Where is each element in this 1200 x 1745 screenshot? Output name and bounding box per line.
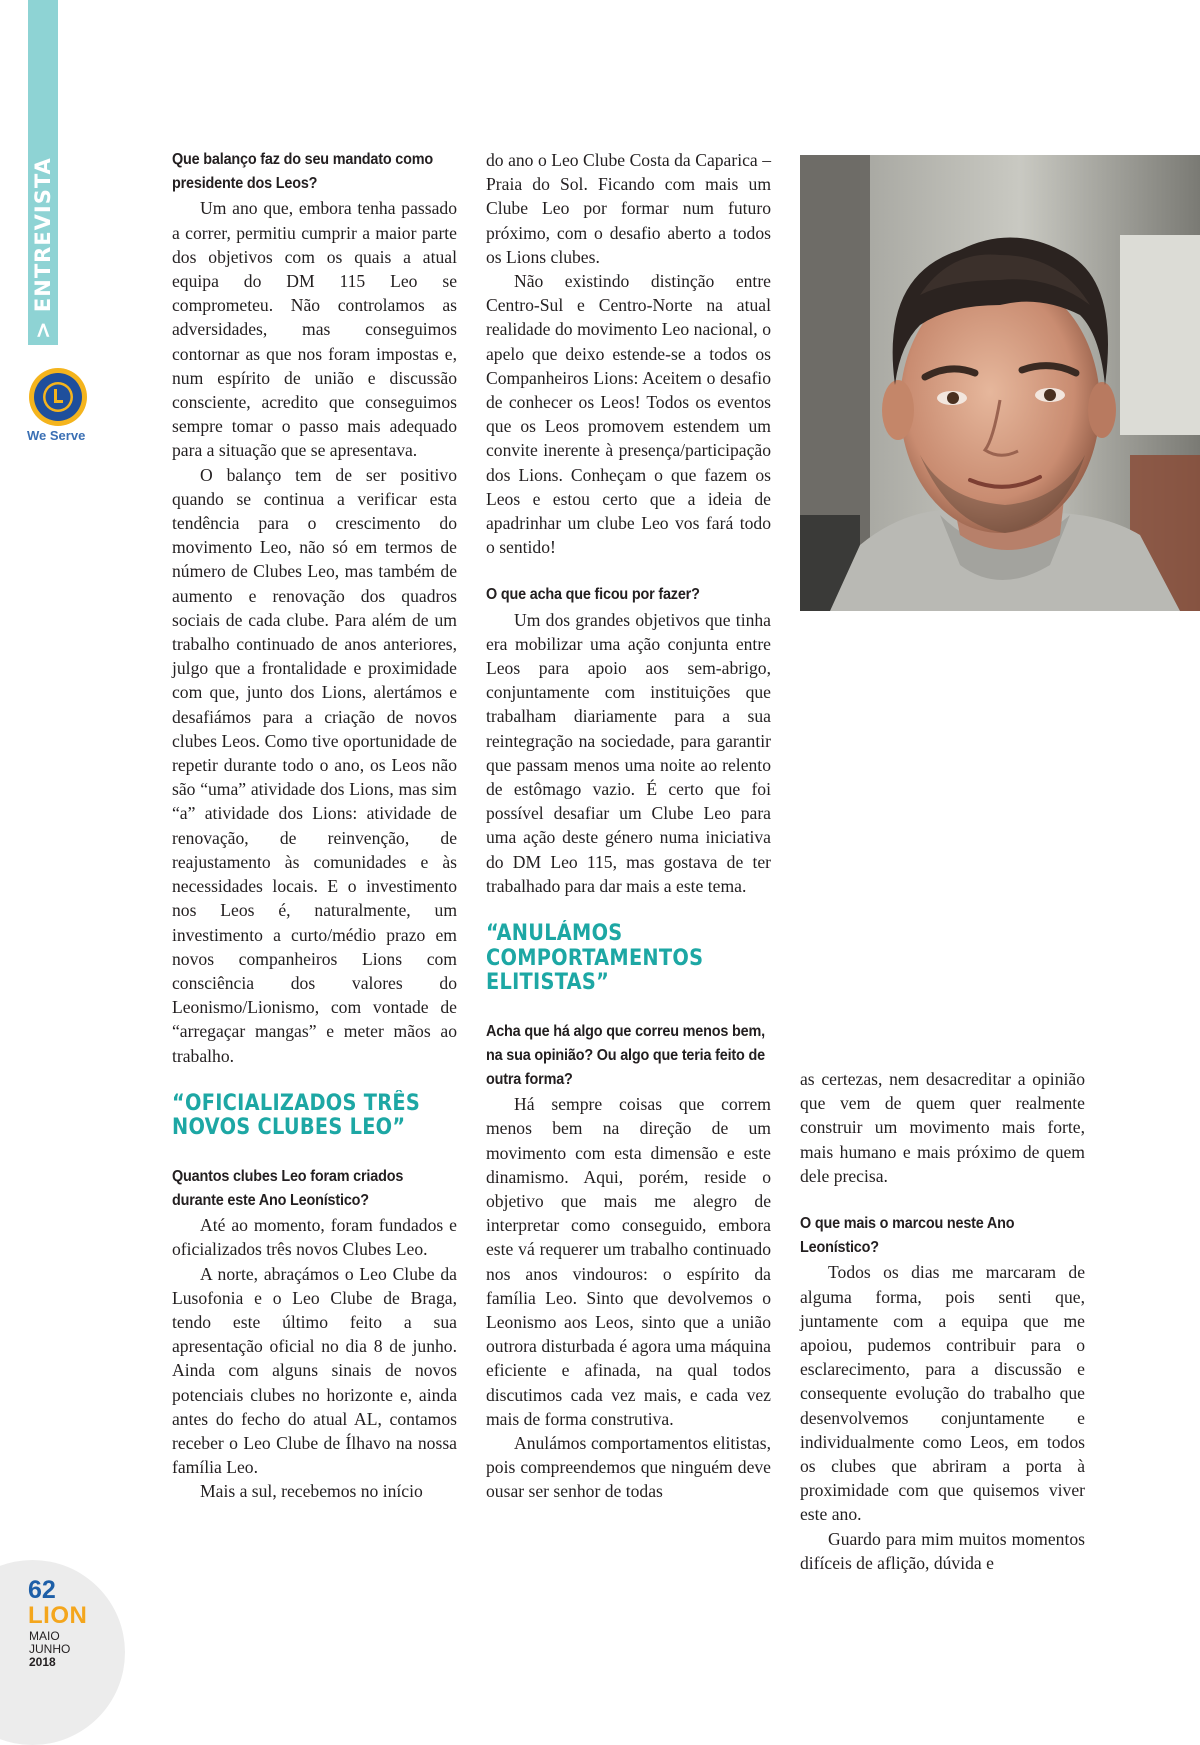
- spacer: [486, 898, 771, 922]
- interview-question: O que mais o marcou neste Ano Leonístico?: [800, 1215, 1015, 1257]
- answer-paragraph: do ano o Leo Clube Costa da Caparica – Praia do Sol. Ficando com mais um Clube Leo por formar num futuro próximo, com o desafio aberto a todos os Lions clubes.: [486, 150, 771, 267]
- spacer: [800, 1188, 1085, 1212]
- answer-paragraph: Anulámos comportamentos elitistas, pois compreendemos que ninguém deve ousar ser senhor de todas: [486, 1433, 771, 1502]
- text-column-1: [172, 148, 457, 1504]
- page-number: 62: [28, 1576, 56, 1604]
- portrait-illustration: [800, 155, 1200, 611]
- issue-month-1: MAIO: [29, 1629, 60, 1643]
- answer-paragraph: as certezas, nem desacreditar a opinião que vem de quem quer realmente construir um movimento mais forte, mais humano e mais próximo de quem dele precisa.: [800, 1069, 1085, 1186]
- answer-paragraph: Mais a sul, recebemos no início: [200, 1481, 423, 1502]
- pull-quote-heading: “ANULÁMOS COMPORTAMENTOS ELITISTAS”: [486, 921, 704, 996]
- text-column-3: [800, 1067, 1085, 1575]
- interview-question: Que balanço faz do seu mandato como presidente dos Leos?: [172, 151, 434, 193]
- answer-paragraph: O balanço tem de ser positivo quando se continua a verificar esta tendência para o crescimento do movimento Leo, não só em termos de número de Clubes Leo, mas também de aumento e renovação dos quadros sociais de cada clube. Para além de um trabalho continuado de anos anteriores, julgo que a frontalidade e proximidade com que, junto dos Lions, alertámos e desafiámos para a criação de novos clubes Leos. Como tive oportunidade de repetir durante todo o ano, os Leos não são “uma” atividade dos Lions, mas sim “a” atividade dos Lions: atividade de renovação, de reinvenção, de reajustamento às comunidades e às necessidades locais. E o investimento nos Leos é, naturalmente, um investimento a curto/médio prazo em novos companheiros Lions com consciência dos valores do Leonismo/Lionismo, com vontade de “arregaçar mangas” e meter mãos ao trabalho.: [172, 464, 457, 1066]
- lions-logo-icon: [27, 366, 89, 428]
- interview-question: Acha que há algo que correu menos bem, na sua opinião? Ou algo que teria feito de outra forma?: [486, 1022, 765, 1088]
- magazine-name: LION: [28, 1602, 88, 1629]
- spacer: [486, 996, 771, 1020]
- answer-paragraph: Guardo para mim muitos momentos difíceis de aflição, dúvida e: [800, 1528, 1085, 1573]
- section-label: [28, 309, 58, 345]
- portrait-photo: [800, 155, 1200, 611]
- issue-date: [29, 1630, 70, 1669]
- answer-paragraph: Há sempre coisas que correm menos bem na direção de um movimento com esta dimensão e este dinamismo. Aqui, porém, reside o objetivo que mais me alegro de interpretar como conseguido, embora este vá requerer um trabalho continuado nos anos vindouros: o espírito da família Leo. Sinto que devolvemos o Leonismo aos Leos, sinto que a união outrora disturbada é agora uma máquina eficiente e afinada, na qual todos discutimos cada vez mais, e cada vez mais de forma construtiva.: [486, 1094, 771, 1429]
- answer-paragraph: Um ano que, embora tenha passado a correr, permitiu cumprir a maior parte dos objetivos com os quais a atual equipa do DM 115 Leo se comprometeu. Não controlamos as adversidades, mas conseguimos contornar as que nos foram impostas e, num espírito de união e discussão consciente, acredito que conseguimos sempre tomar o passo mais adequado para a situação que se apresentava.: [172, 198, 457, 461]
- spacer: [486, 559, 771, 583]
- issue-year: 2018: [29, 1655, 56, 1669]
- brand-tagline: We Serve: [27, 428, 86, 443]
- spacer: [172, 1068, 457, 1092]
- text-column-2: [486, 148, 771, 1504]
- answer-paragraph: A norte, abraçámos o Leo Clube da Lusofonia e o Leo Clube de Braga, tendo este último feito a sua apresentação oficial no dia 8 de junho. Ainda com alguns sinais de novos potenciais clubes no horizonte e, ainda antes do fecho do atual AL, contamos receber o Leo Clube de Ílhavo na nossa família Leo.: [172, 1263, 457, 1478]
- issue-month-2: JUNHO: [29, 1642, 71, 1656]
- interview-question: Quantos clubes Leo foram criados durante este Ano Leonístico?: [172, 1167, 404, 1209]
- answer-paragraph: Não existindo distinção entre Centro-Sul e Centro-Norte na atual realidade do movimento Leo nacional, o apelo que deixo estende-se a todos os Companheiros Lions: Aceitem o desafio de conhecer os Leos! Todos os eventos que os Leos promovem estendem um convite inerente à presença/participação dos Lions. Conheçam o que fazem os Leos e estou certo que a ideia de apadrinhar um clube Leo vos fará todo o sentido!: [486, 271, 771, 558]
- answer-paragraph: Todos os dias me marcaram de alguma forma, pois senti que, juntamente com a equipa que me apoiou, pudemos contribuir para o esclarecimento, para a discussão e consequente evolução do trabalho que desenvolvemos conjuntamente e individualmente como Leos, em todos os clubes que abriram a porta à proximidade com que quisemos viver este ano.: [800, 1262, 1085, 1525]
- spacer: [172, 1141, 457, 1165]
- answer-paragraph: Até ao momento, foram fundados e oficializados três novos Clubes Leo.: [172, 1215, 457, 1260]
- pull-quote-heading: “OFICIALIZADOS TRÊS NOVOS CLUBES LEO”: [172, 1090, 421, 1141]
- interview-question: O que acha que ficou por fazer?: [486, 586, 700, 604]
- answer-paragraph: Um dos grandes objetivos que tinha era mobilizar uma ação conjunta entre Leos para apoio aos sem-abrigo, conjuntamente com instituições que trabalham diariamente para a sua reintegração na sociedade, para garantir que passam menos uma noite ao relento de estômago vazio. É certo que foi possível desafiar um Clube Leo para uma ação deste género numa iniciativa do DM Leo 115, mas gostava de ter trabalhado para dar mais a este tema.: [486, 609, 771, 896]
